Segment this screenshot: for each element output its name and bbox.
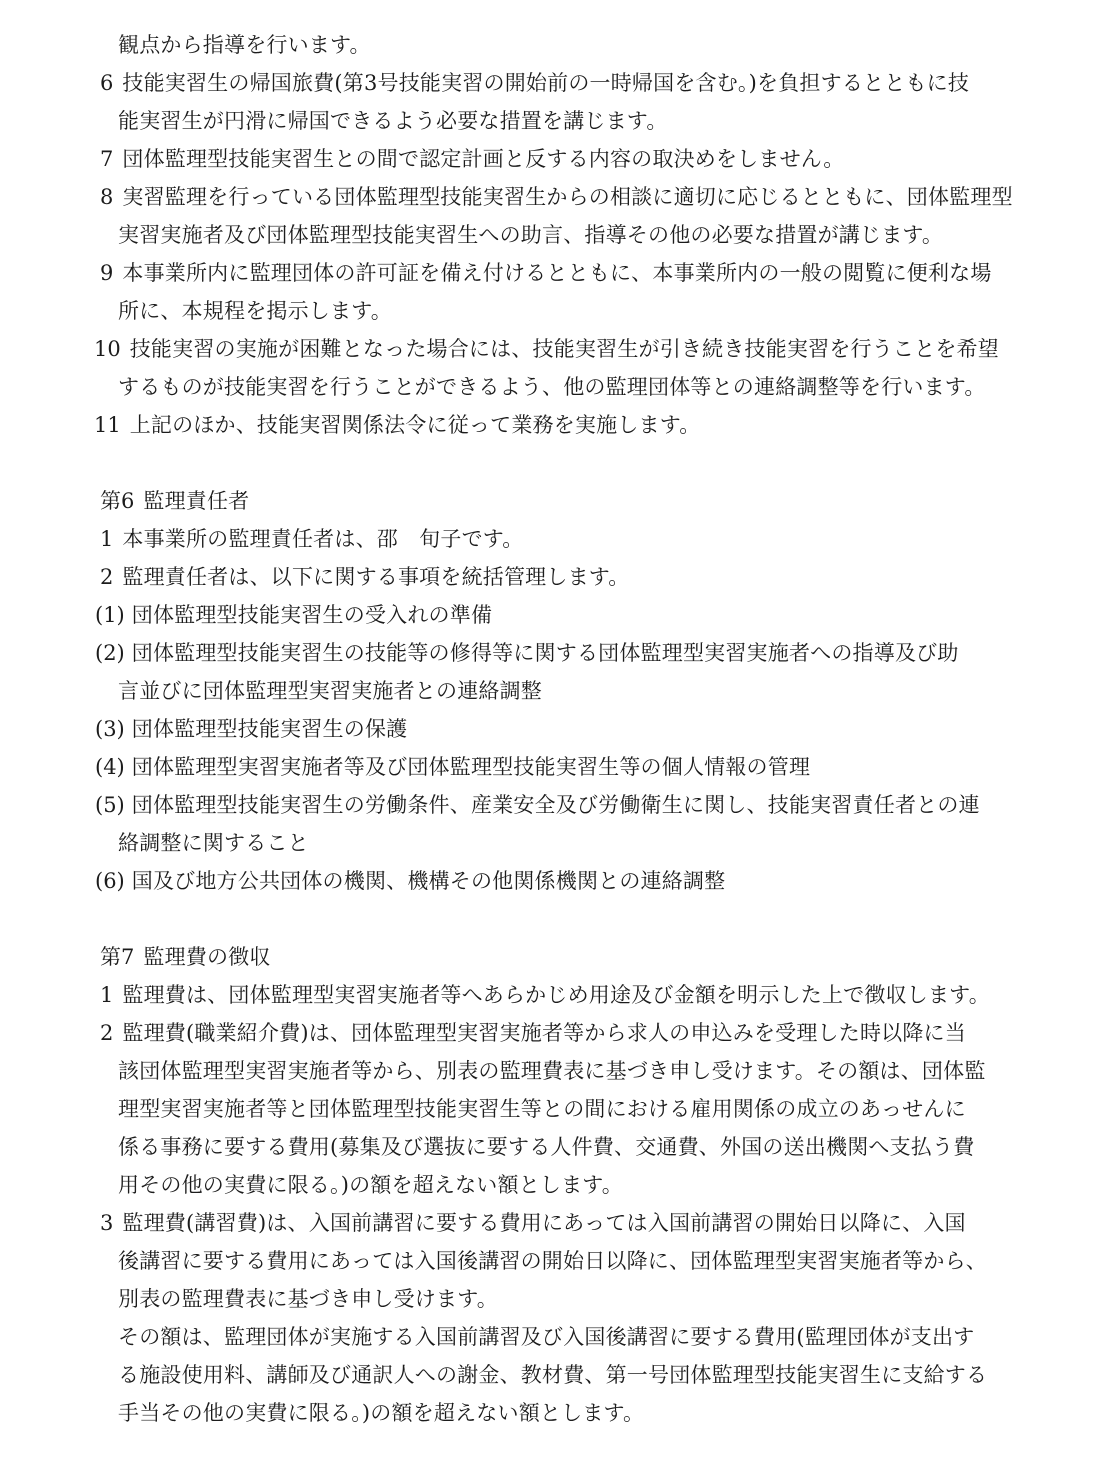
text-line bbox=[0, 216, 1094, 254]
item-number: 2 bbox=[100, 565, 114, 589]
line-text: 所に、本規程を掲示します。 bbox=[118, 299, 392, 323]
line-text: 別表の監理費表に基づき申し受けます。 bbox=[118, 1287, 498, 1311]
text-line bbox=[0, 140, 1094, 178]
text-line bbox=[0, 64, 1094, 102]
line-text: 係る事務に要する費用(募集及び選抜に要する人件費、交通費、外国の送出機関へ支払う費 bbox=[118, 1135, 975, 1159]
section-number: 第7 bbox=[100, 945, 135, 969]
line-text: 団体監理型技能実習生の保護 bbox=[131, 717, 408, 741]
line-text: 手当その他の実費に限る。)の額を超えない額とします。 bbox=[118, 1401, 645, 1425]
text-line bbox=[0, 1356, 1094, 1394]
text-line bbox=[0, 1242, 1094, 1280]
line-text: 絡調整に関すること bbox=[118, 831, 309, 855]
line-text: 本事業所内に監理団体の許可証を備え付けるとともに、本事業所内の一般の閲覧に便利な場 bbox=[122, 261, 992, 285]
item-number: 11 bbox=[94, 413, 121, 437]
line-text: 能実習生が円滑に帰国できるよう必要な措置を講じます。 bbox=[118, 109, 668, 133]
item-number: (3) bbox=[95, 717, 125, 741]
text-line bbox=[0, 1280, 1094, 1318]
text-line bbox=[0, 824, 1094, 862]
item-number: (1) bbox=[95, 603, 125, 627]
text-line bbox=[0, 178, 1094, 216]
section-heading bbox=[0, 482, 1094, 520]
blank-line bbox=[0, 900, 1094, 938]
item-number: (5) bbox=[95, 793, 125, 817]
line-text: 監理費(職業紹介費)は、団体監理型実習実施者等から求人の申込みを受理した時以降に当 bbox=[122, 1021, 966, 1045]
text-line bbox=[0, 102, 1094, 140]
text-line bbox=[0, 1014, 1094, 1052]
text-line bbox=[0, 520, 1094, 558]
text-line bbox=[0, 368, 1094, 406]
line-text: するものが技能実習を行うことができるよう、他の監理団体等との連絡調整等を行います。 bbox=[118, 375, 986, 399]
item-number: 6 bbox=[100, 71, 114, 95]
line-text: 理型実習実施者等と団体監理型技能実習生等との間における雇用関係の成立のあっせんに bbox=[118, 1097, 966, 1121]
line-text: 本事業所の監理責任者は、邵 旬子です。 bbox=[122, 527, 524, 551]
text-line bbox=[0, 976, 1094, 1014]
text-line bbox=[0, 672, 1094, 710]
line-text: 監理費の徴収 bbox=[143, 945, 271, 969]
line-text: その額は、監理団体が実施する入国前講習及び入国後講習に要する費用(監理団体が支出す bbox=[118, 1325, 975, 1349]
item-number: 1 bbox=[100, 983, 114, 1007]
line-text: 技能実習の実施が困難となった場合には、技能実習生が引き続き技能実習を行うことを希望 bbox=[129, 337, 999, 361]
blank-line bbox=[0, 444, 1094, 482]
item-number: (6) bbox=[95, 869, 125, 893]
text-line bbox=[0, 406, 1094, 444]
line-text: 団体監理型技能実習生の労働条件、産業安全及び労働衛生に関し、技能実習責任者との連 bbox=[131, 793, 980, 817]
text-line bbox=[0, 1090, 1094, 1128]
line-text: 言並びに団体監理型実習実施者との連絡調整 bbox=[118, 679, 542, 703]
line-text: 技能実習生の帰国旅費(第3号技能実習の開始前の一時帰国を含む。)を負担するとともに技 bbox=[122, 71, 970, 95]
text-line bbox=[0, 254, 1094, 292]
line-text: 監理費(講習費)は、入国前講習に要する費用にあっては入国前講習の開始日以降に、入国 bbox=[122, 1211, 966, 1235]
text-line bbox=[0, 330, 1094, 368]
line-text: 監理責任者は、以下に関する事項を統括管理します。 bbox=[122, 565, 630, 589]
text-line bbox=[0, 26, 1094, 64]
document-body bbox=[0, 26, 1094, 1432]
line-text: る施設使用料、講師及び通訳人への謝金、教材費、第一号団体監理型技能実習生に支給する bbox=[118, 1363, 988, 1387]
line-text: 実習監理を行っている団体監理型技能実習生からの相談に適切に応じるとともに、団体監理型 bbox=[122, 185, 1013, 209]
line-text: 団体監理型技能実習生の受入れの準備 bbox=[131, 603, 493, 627]
text-line bbox=[0, 634, 1094, 672]
text-line bbox=[0, 1052, 1094, 1090]
line-text: 実習実施者及び団体監理型技能実習生への助言、指導その他の必要な措置が講じます。 bbox=[118, 223, 944, 247]
line-text: 用その他の実費に限る。)の額を超えない額とします。 bbox=[118, 1173, 624, 1197]
text-line bbox=[0, 1166, 1094, 1204]
line-text: 団体監理型技能実習生の技能等の修得等に関する団体監理型実習実施者への指導及び助 bbox=[131, 641, 959, 665]
text-line bbox=[0, 1394, 1094, 1432]
text-line bbox=[0, 558, 1094, 596]
item-number: 7 bbox=[100, 147, 114, 171]
section-number: 第6 bbox=[100, 489, 135, 513]
text-line bbox=[0, 596, 1094, 634]
text-line bbox=[0, 292, 1094, 330]
text-line bbox=[0, 1128, 1094, 1166]
text-line bbox=[0, 1204, 1094, 1242]
line-text: 後講習に要する費用にあっては入国後講習の開始日以降に、団体監理型実習実施者等から、 bbox=[118, 1249, 987, 1273]
line-text: 観点から指導を行います。 bbox=[118, 33, 371, 57]
line-text: 団体監理型実習実施者等及び団体監理型技能実習生等の個人情報の管理 bbox=[131, 755, 811, 779]
text-line bbox=[0, 862, 1094, 900]
item-number: (2) bbox=[95, 641, 125, 665]
item-number: 9 bbox=[100, 261, 114, 285]
line-text: 監理費は、団体監理型実習実施者等へあらかじめ用途及び金額を明示した上で徴収します。 bbox=[122, 983, 990, 1007]
item-number: (4) bbox=[95, 755, 125, 779]
text-line bbox=[0, 710, 1094, 748]
text-line bbox=[0, 1318, 1094, 1356]
text-line bbox=[0, 786, 1094, 824]
line-text: 上記のほか、技能実習関係法令に従って業務を実施します。 bbox=[129, 413, 701, 437]
section-heading bbox=[0, 938, 1094, 976]
text-line bbox=[0, 748, 1094, 786]
item-number: 3 bbox=[100, 1211, 114, 1235]
item-number: 10 bbox=[94, 337, 121, 361]
item-number: 1 bbox=[100, 527, 114, 551]
line-text: 国及び地方公共団体の機関、機構その他関係機関との連絡調整 bbox=[131, 869, 726, 893]
line-text: 団体監理型技能実習生との間で認定計画と反する内容の取決めをしません。 bbox=[122, 147, 845, 171]
item-number: 8 bbox=[100, 185, 114, 209]
item-number: 2 bbox=[100, 1021, 114, 1045]
line-text: 監理責任者 bbox=[143, 489, 250, 513]
line-text: 該団体監理型実習実施者等から、別表の監理費表に基づき申し受けます。その額は、団体監 bbox=[118, 1059, 986, 1083]
